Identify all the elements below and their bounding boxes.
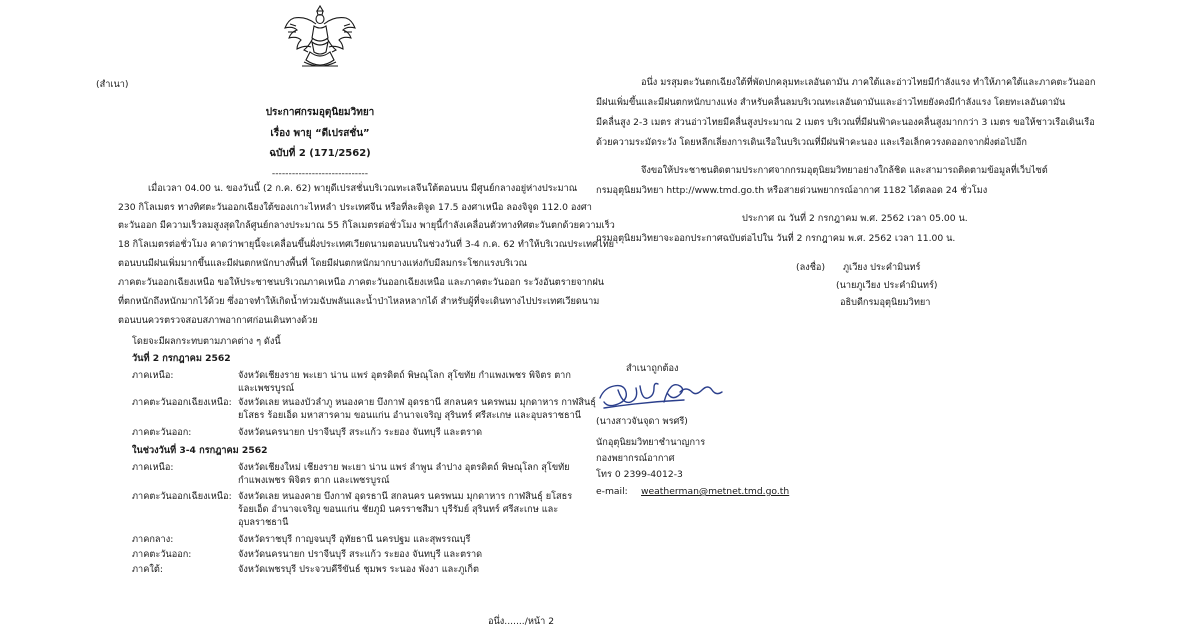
- forecast-intro: โดยจะมีผลกระทบตามภาคต่าง ๆ ดังนี้: [132, 336, 281, 347]
- region-line: จังหวัดราชบุรี กาญจนบุรี อุทัยธานี นครปฐม และสุพรรณบุรี: [238, 534, 471, 545]
- region-line: จังหวัดนครนายก ปราจีนบุรี สระแก้ว ระยอง จันทบุรี และตราด: [238, 549, 483, 560]
- region-line: อุบลราชธานี: [238, 517, 289, 528]
- region-line: และเพชรบูรณ์: [238, 383, 295, 394]
- body-line: เมื่อเวลา 04.00 น. ของวันนี้ (2 ก.ค. 62) พายุดีเปรสชั่นบริเวณทะเลจีนใต้ตอนบน มีศูนย์กลางอยู่ห่างประมาณ: [148, 183, 578, 194]
- handwritten-signature-icon: [596, 362, 730, 420]
- region-line: จังหวัดเลย หนองคาย บึงกาฬ อุดรธานี สกลนคร นครพนม มุกดาหาร กาฬสินธุ์ ยโสธร: [238, 491, 573, 502]
- certifier-phone: โทร 0 2399-4012-3: [596, 469, 683, 480]
- copy-mark: (สำเนา): [96, 79, 129, 90]
- body-line: ด้วยความระมัดระวัง โดยหลีกเลี่ยงการเดินเรือในบริเวณที่มีฝนฟ้าคะนอง และเรือเล็กควรงดออกจากฝั่งต่อไปอีก: [596, 137, 1027, 148]
- signer-name: ภูเวียง ประคำมินทร์: [843, 262, 921, 273]
- body-line: มีฝนเพิ่มขึ้นและมีฝนตกหนักบางแห่ง สำหรับคลื่นลมบริเวณทะเลอันดามันและอ่าวไทยยังคงมีกำลังแรง โดยทะเลอันดามัน: [596, 97, 1066, 108]
- region-label: ภาคเหนือ:: [132, 370, 174, 381]
- email-link[interactable]: weatherman@metnet.tmd.go.th: [641, 486, 790, 497]
- region-line: จังหวัดนครนายก ปราจีนบุรี สระแก้ว ระยอง จันทบุรี และตราด: [238, 427, 483, 438]
- region-line: จังหวัดเลย หนองบัวลำภู หนองคาย บึงกาฬ อุดรธานี สกลนคร นครพนม มุกดาหาร กาฬสินธุ์: [238, 397, 596, 408]
- body-line: 18 กิโลเมตรต่อชั่วโมง คาดว่าพายุนี้จะเคลื่อนขึ้นฝั่งประเทศเวียดนามตอนบนในช่วงวันที่ 3-4 ก.ค. 62 ทำให้บริเวณประเทศไทย: [118, 239, 615, 250]
- body-line: มีคลื่นสูง 2-3 เมตร ส่วนอ่าวไทยมีคลื่นสูงประมาณ 2 เมตร บริเวณที่มีฝนฟ้าคะนองคลื่นสูงมากกว่า 3 เมตร ขอให้ชาวเรือเดินเรือ: [596, 117, 1095, 128]
- body-line: จึงขอให้ประชาชนติดตามประกาศจากกรมอุตุนิยมวิทยาอย่างใกล้ชิด และสามารถติดตามข้อมูลที่เว็บไซต์: [641, 165, 1048, 176]
- body-line: ตะวันออก มีความเร็วลมสูงสุดใกล้ศูนย์กลางประมาณ 55 กิโลเมตรต่อชั่วโมง พายุนี้กำลังเคลื่อนตัวทางทิศตะวันตกด้วยความเร็ว: [118, 220, 615, 231]
- body-line: ภาคตะวันออกเฉียงเหนือ ขอให้ประชาชนบริเวณภาคเหนือ ภาคตะวันออกเฉียงเหนือ และภาคตะวันออก ระวังอันตรายจากฝน: [118, 277, 605, 288]
- email-label: e-mail:: [596, 486, 628, 497]
- region-label: ภาคตะวันออก:: [132, 549, 192, 560]
- doc-issue: ฉบับที่ 2 (171/2562): [269, 148, 371, 159]
- period-heading: ในช่วงวันที่ 3-4 กรกฎาคม 2562: [132, 445, 268, 456]
- region-line: ยโสธร ร้อยเอ็ด มหาสารคาม ขอนแก่น อำนาจเจริญ สุรินทร์ ศรีสะเกษ และอุบลราชธานี: [238, 410, 582, 421]
- body-line: ตอนบนควรตรวจสอบสภาพอากาศก่อนเดินทางด้วย: [118, 315, 318, 326]
- region-line: ร้อยเอ็ด อำนาจเจริญ ขอนแก่น ชัยภูมิ นครราชสีมา บุรีรัมย์ สุรินทร์ ศรีสะเกษ และ: [238, 504, 559, 515]
- certify-label: สำเนาถูกต้อง: [626, 363, 679, 374]
- region-line: จังหวัดเชียงราย พะเยา น่าน แพร่ อุตรดิตถ์ พิษณุโลก สุโขทัย กำแพงเพชร พิจิตร ตาก: [238, 370, 571, 381]
- region-line: จังหวัดเพชรบุรี ประจวบคีรีขันธ์ ชุมพร ระนอง พังงา และภูเก็ต: [238, 564, 479, 575]
- certifier-position: นักอุตุนิยมวิทยาชำนาญการ: [596, 437, 706, 448]
- body-line: กรมอุตุนิยมวิทยา http://www.tmd.go.th หรือสายด่วนพยากรณ์อากาศ 1182 ได้ตลอด 24 ชั่วโมง: [596, 185, 988, 196]
- body-line: 230 กิโลเมตร ทางทิศตะวันออกเฉียงใต้ของเกาะไหหลำ ประเทศจีน หรือที่ละติจูด 17.5 องศาเหนือ ลองจิจูด 112.0 องศา: [118, 202, 592, 213]
- garuda-emblem-icon: [282, 4, 358, 70]
- period-heading: วันที่ 2 กรกฎาคม 2562: [132, 353, 231, 364]
- region-line: กำแพงเพชร พิจิตร ตาก และเพชรบูรณ์: [238, 475, 390, 486]
- body-line: ที่ตกหนักถึงหนักมากไว้ด้วย ซึ่งอาจทำให้เกิดน้ำท่วมฉับพลันและน้ำป่าไหลหลากได้ สำหรับผู้ที่จะเดินทางไปประเทศเวียดนาม: [118, 296, 600, 307]
- region-label: ภาคตะวันออกเฉียงเหนือ:: [132, 491, 232, 502]
- next-announce: กรมอุตุนิยมวิทยาจะออกประกาศฉบับต่อไปใน วันที่ 2 กรกฎาคม พ.ศ. 2562 เวลา 11.00 น.: [596, 233, 956, 244]
- doc-subject: เรื่อง พายุ “ดีเปรสชั่น”: [270, 128, 370, 139]
- signed-label: (ลงชื่อ): [796, 262, 826, 273]
- certifier-division: กองพยากรณ์อากาศ: [596, 453, 675, 464]
- announce-date: ประกาศ ณ วันที่ 2 กรกฎาคม พ.ศ. 2562 เวลา 05.00 น.: [742, 213, 968, 224]
- page-footer: อนึ่ง......./หน้า 2: [488, 616, 555, 627]
- region-label: ภาคใต้:: [132, 564, 163, 575]
- certifier-name: (นางสาวจันจุดา พรศรี): [596, 416, 688, 427]
- signer-position: อธิบดีกรมอุตุนิยมวิทยา: [840, 297, 931, 308]
- doc-title: ประกาศกรมอุตุนิยมวิทยา: [265, 107, 375, 118]
- body-line: ตอนบนมีฝนเพิ่มมากขึ้นและมีฝนตกหนักบางพื้นที่ โดยมีฝนตกหนักมากบางแห่งกับมีลมกระโชกแรงบริเวณ: [118, 258, 528, 269]
- region-label: ภาคเหนือ:: [132, 462, 174, 473]
- body-line: อนึ่ง มรสุมตะวันตกเฉียงใต้ที่พัดปกคลุมทะเลอันดามัน ภาคใต้และอ่าวไทยมีกำลังแรง ทำให้ภาคใต้และภาคตะวันออก: [641, 77, 1096, 88]
- separator-line: -----------------------------: [271, 168, 369, 179]
- region-label: ภาคตะวันออกเฉียงเหนือ:: [132, 397, 232, 408]
- region-label: ภาคกลาง:: [132, 534, 174, 545]
- region-line: จังหวัดเชียงใหม่ เชียงราย พะเยา น่าน แพร่ ลำพูน ลำปาง อุตรดิตถ์ พิษณุโลก สุโขทัย: [238, 462, 570, 473]
- signer-name-full: (นายภูเวียง ประคำมินทร์): [836, 280, 938, 291]
- region-label: ภาคตะวันออก:: [132, 427, 192, 438]
